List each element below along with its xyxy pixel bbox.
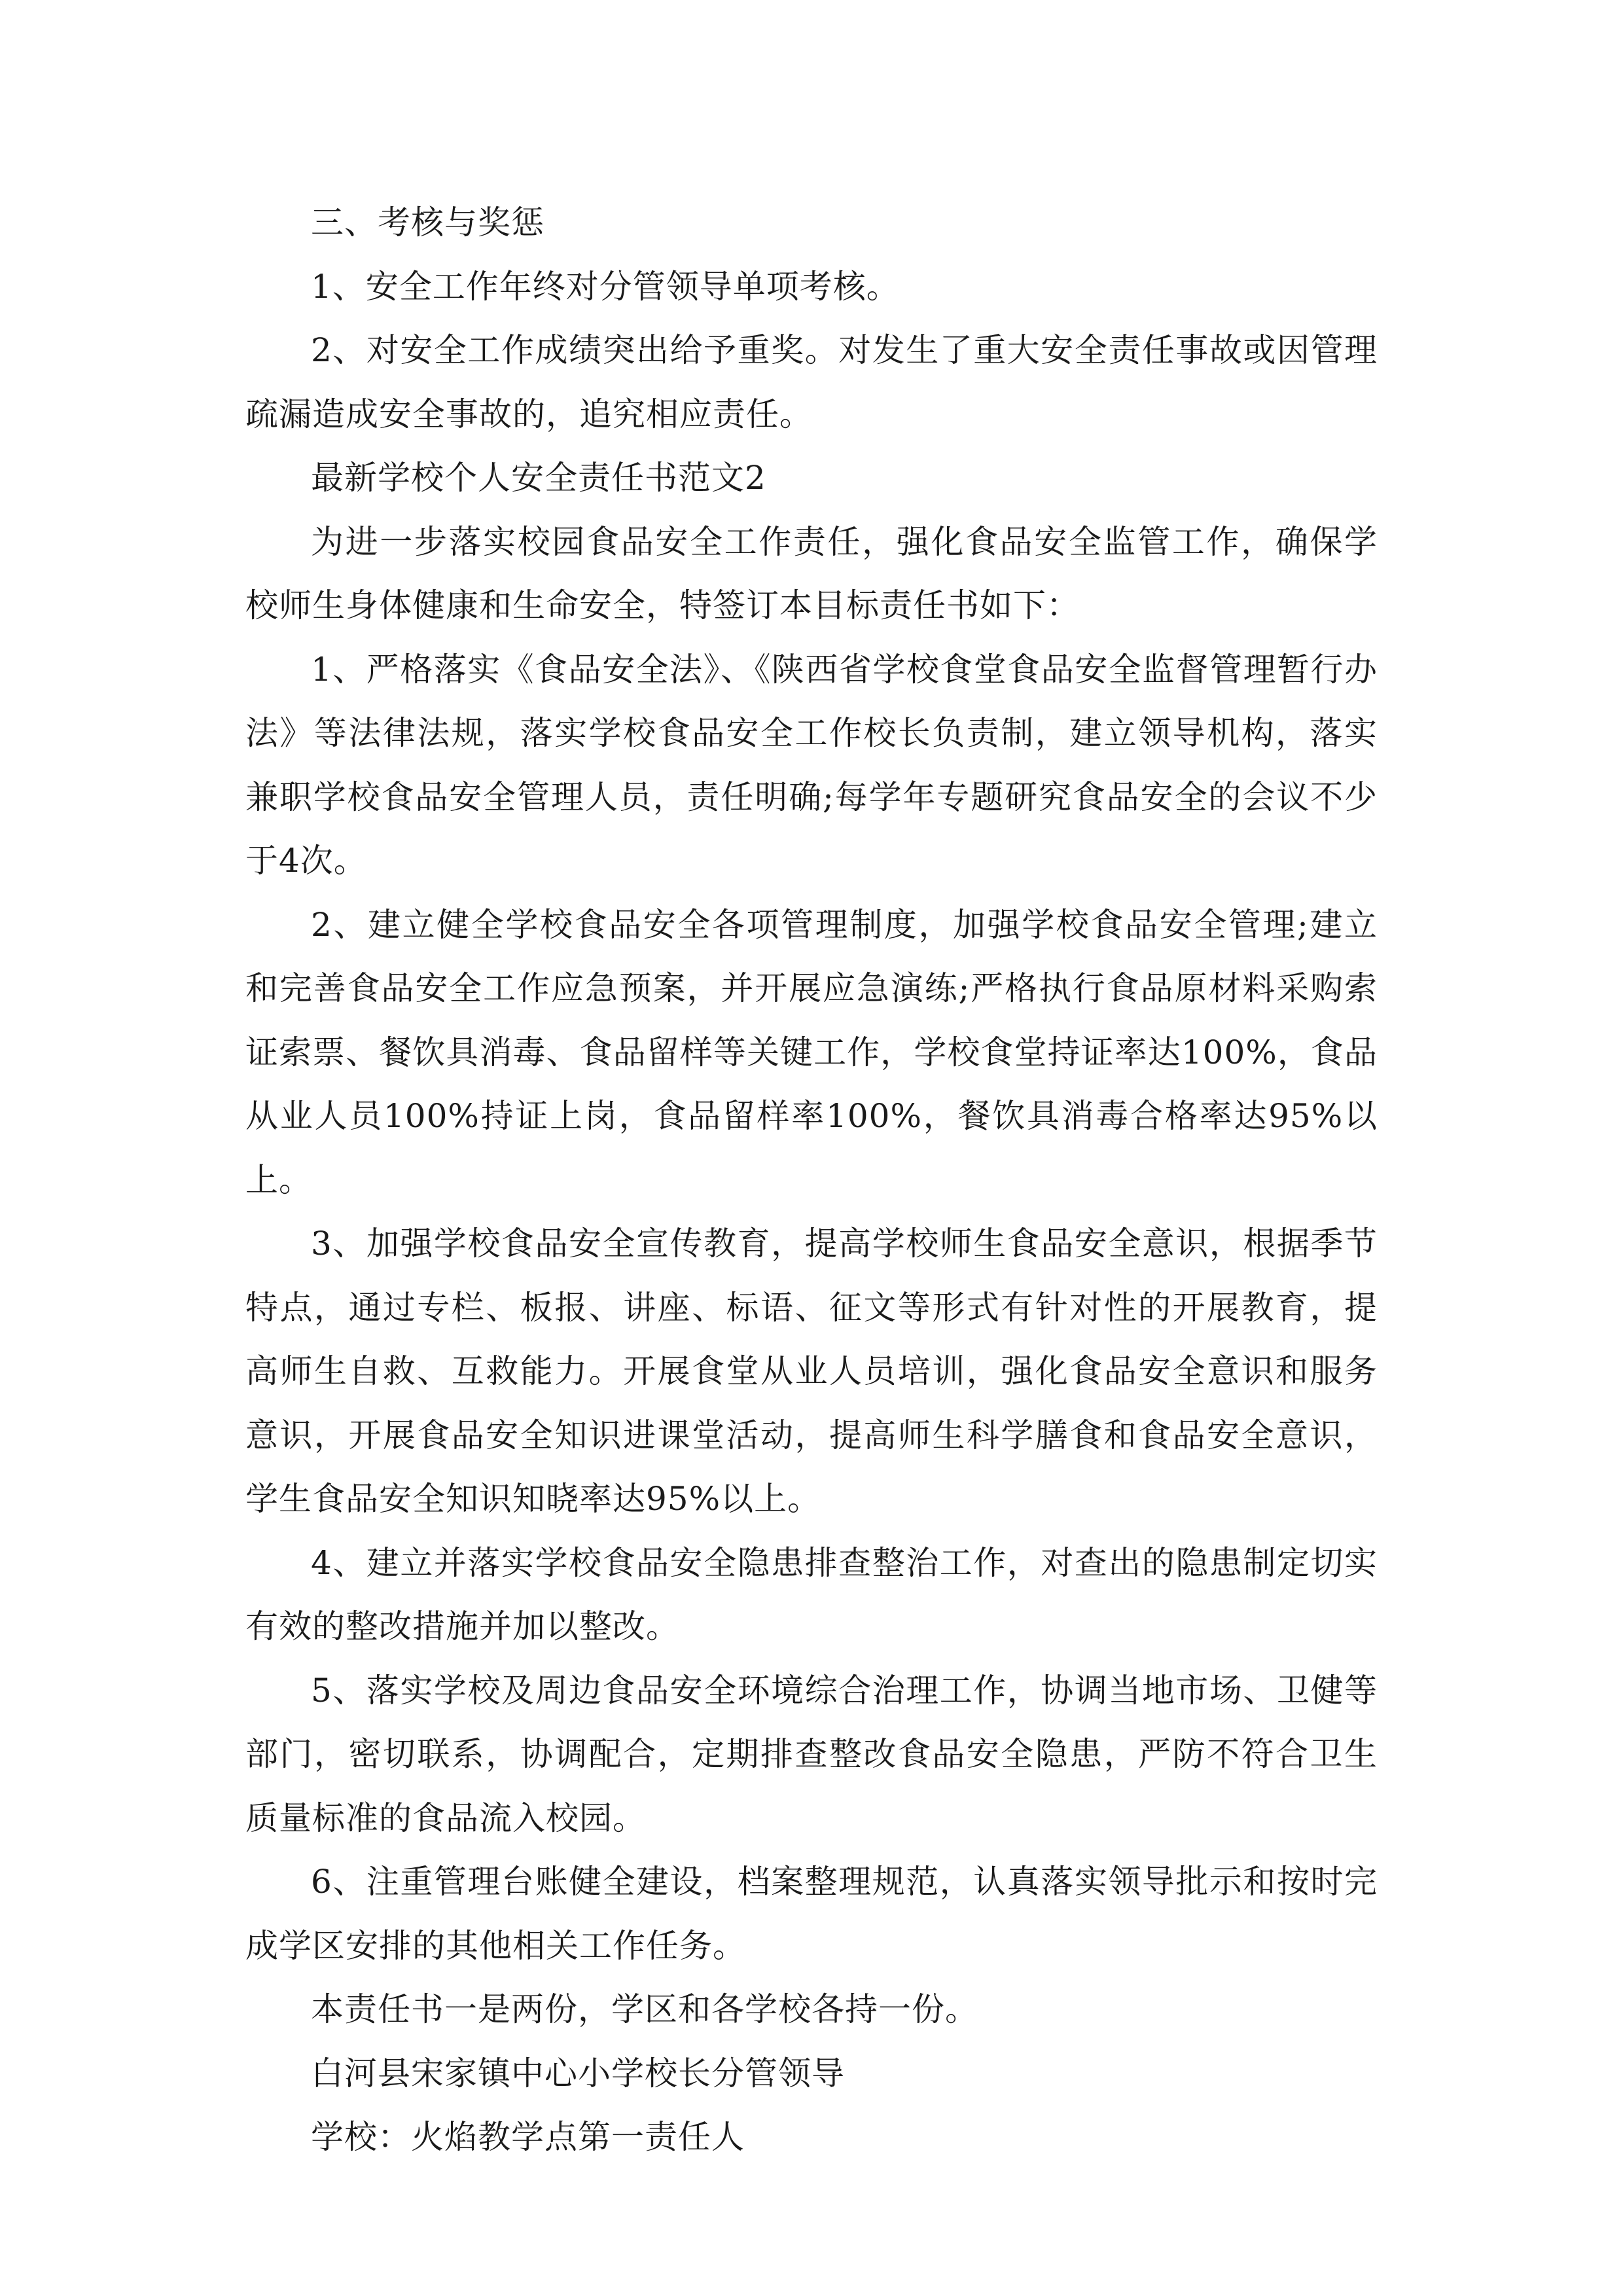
signatory-school-leader: 白河县宋家镇中心小学校长分管领导 (311, 2054, 845, 2092)
food-safety-item-5: 5、落实学校及周边食品安全环境综合治理工作，协调当地市场、卫健等部门，密切联系，协调配合，定期排查整改食品安全隐患，严防不符合卫生质量标准的食品流入校园。 (245, 1671, 1378, 1837)
food-safety-item-3: 3、加强学校食品安全宣传教育，提高学校师生食品安全意识，根据季节特点，通过专栏、板报、讲座、标语、征文等形式有针对性的开展教育，提高师生自救、互救能力。开展食堂从业人员培训，强化食品安全意识和服务意识，开展食品安全知识进课堂活动，提高师生科学膳食和食品安全意识，学生食品安全知识知晓率达95%以上。 (245, 1225, 1378, 1518)
intro-paragraph: 为进一步落实校园食品安全工作责任，强化食品安全监管工作，确保学校师生身体健康和生命安全，特签订本目标责任书如下： (245, 522, 1378, 624)
food-safety-item-6: 6、注重管理台账健全建设，档案整理规范，认真落实领导批示和按时完成学区安排的其他相关工作任务。 (245, 1863, 1378, 1965)
signatory-responsible-person: 学校：火焰教学点第一责任人 (311, 2118, 745, 2156)
section-heading-assessment: 三、考核与奖惩 (311, 204, 544, 242)
paragraph-item-2: 2、对安全工作成绩突出给予重奖。对发生了重大安全责任事故或因管理疏漏造成安全事故的，追究相应责任。 (245, 331, 1378, 433)
document-body (245, 191, 1378, 2170)
paragraph-item-1: 1、安全工作年终对分管领导单项考核。 (311, 267, 900, 306)
food-safety-item-4: 4、建立并落实学校食品安全隐患排查整治工作，对查出的隐患制定切实有效的整改措施并加以整改。 (245, 1543, 1378, 1645)
food-safety-item-2: 2、建立健全学校食品安全各项管理制度，加强学校食品安全管理;建立和完善食品安全工作应急预案，并开展应急演练;严格执行食品原材料采购索证索票、餐饮具消毒、食品留样等关键工作，学校食堂持证率达100%，食品从业人员100%持证上岗，食品留样率100%，餐饮具消毒合格率达95%以上。 (245, 905, 1378, 1199)
copies-note: 本责任书一是两份，学区和各学校各持一份。 (311, 1990, 978, 2028)
food-safety-item-1: 1、严格落实《食品安全法》、《陕西省学校食堂食品安全监督管理暂行办法》等法律法规，落实学校食品安全工作校长负责制，建立领导机构，落实兼职学校食品安全管理人员，责任明确;每学年专题研究食品安全的会议不少于4次。 (245, 650, 1378, 880)
document-subtitle: 最新学校个人安全责任书范文2 (311, 459, 766, 497)
